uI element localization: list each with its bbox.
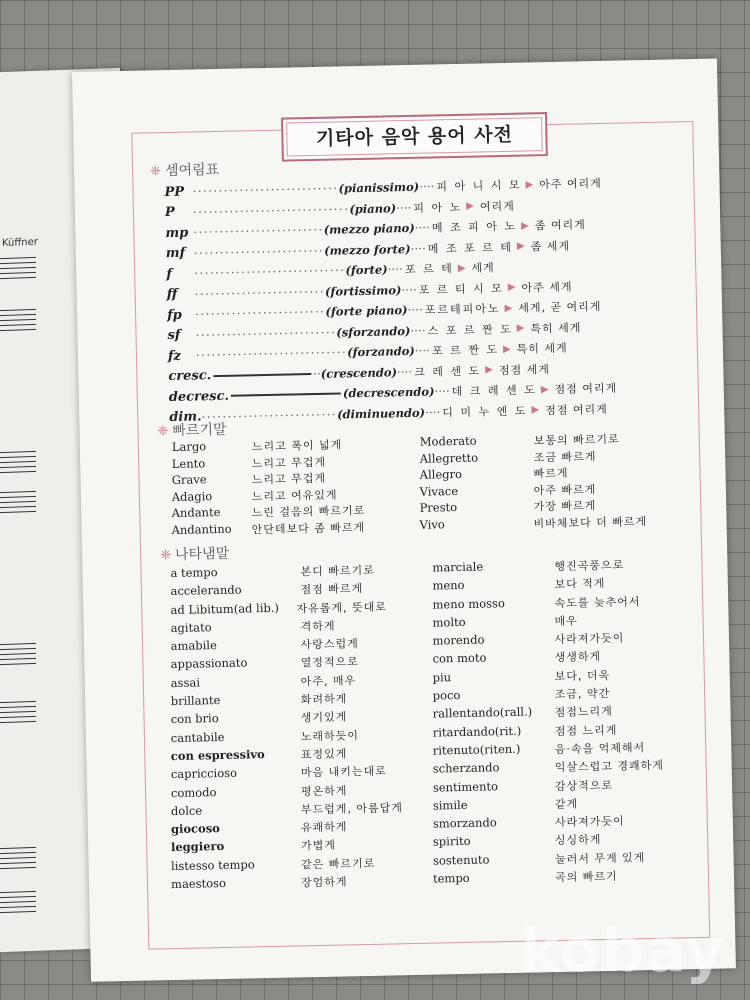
tempo-term: Moderato [419,433,477,449]
expression-term: rallentando(rall.) [432,704,533,721]
dynamics-korean: 스 포 르 짠 도 [427,322,513,338]
dynamics-symbol: mp [165,225,189,241]
expression-meaning: 감상적으로 [554,778,614,793]
expression-term: con brio [170,711,219,727]
expression-term: a tempo [170,565,218,581]
expression-meaning: 보다, 더욱 [554,668,611,683]
tempo-term: Andante [171,504,221,521]
expression-term: dolce [170,803,203,818]
triangle-right-icon: ▶ [516,322,525,334]
dynamics-korean: 포 르 티 시 모 [418,281,504,297]
expression-term: molto [432,614,466,630]
dynamics-term: (decrescendo) [342,384,435,401]
dynamics-term: (crescendo) [320,365,398,381]
tempo-meaning: 느리고 무겁게 [251,455,327,470]
leader-dots: ···· [410,241,426,256]
leader-dots: ··························· [195,325,337,343]
expression-term: leggiero [170,839,225,855]
dynamics-term: (forzando) [347,344,415,360]
dynamics-term: (pianissimo) [338,180,420,196]
dynamics-meaning: 아주 여리게 [539,177,602,192]
dynamics-meaning: 세게 [471,261,495,275]
tempo-term: Adagio [171,488,213,504]
tempo-meaning: 아주 빠르게 [533,482,597,497]
dynamics-term: (mezzo forte) [324,241,411,258]
expression-meaning: 같게 [554,797,579,811]
expression-meaning: 격하게 [300,619,336,634]
expression-meaning: 부드럽게, 아름답게 [300,801,404,817]
dynamics-meaning: 여리게 [479,199,515,214]
dynamics-symbol: fz [167,348,182,364]
tempo-term: Vivace [419,483,459,499]
triangle-right-icon: ▶ [516,240,525,252]
expression-term: ad Libitum(ad lib.) [170,600,280,617]
dynamics-heading-label: 셈여림표 [164,161,220,180]
expression-term: brillante [170,693,221,709]
dynamics-symbol: cresc. [168,368,212,385]
dynamics-symbol: f [166,266,173,282]
expression-term: meno [432,578,465,593]
expression-meaning: 속도를 늦추어서 [554,594,641,610]
leader-dots: ···· [395,200,412,215]
dynamics-symbol: P [164,205,175,221]
page-title: 기타아 음악 용어 사전 [281,112,548,162]
tempo-list [172,429,694,539]
expression-heading [160,543,229,564]
tempo-meaning: 느리고 폭이 넓게 [251,438,343,454]
expression-term: capriccioso [170,765,238,782]
expression-term: sentimento [432,778,499,795]
dynamics-term: (piano) [349,200,397,216]
leader-dots: ······························ [192,201,350,220]
leader-dots: ···· [387,262,404,277]
dynamics-meaning: 좀 세게 [530,239,571,254]
flower-icon: ❈ [149,164,162,180]
tempo-term: Presto [419,500,458,515]
leader-dots: ························· [193,223,324,240]
flower-icon: ❈ [157,424,169,440]
triangle-right-icon: ▶ [466,200,475,213]
tempo-term: Allegro [419,466,463,482]
music-staff [0,891,36,917]
dynamics-korean: 데 크 레 센 도 [451,383,537,399]
triangle-right-icon: ▶ [507,282,516,294]
tempo-meaning: 비바체보다 더 빠르게 [533,514,648,530]
triangle-right-icon: ▶ [504,302,513,314]
music-staff [0,309,36,335]
music-staff [0,701,36,727]
expression-meaning: 장엄하게 [300,875,348,890]
leader-dots: ························· [194,304,326,322]
music-staff [0,847,36,873]
dynamics-korean: 피 아 니 시 모 [436,178,522,194]
dynamics-korean: 포르테피아노 [424,302,501,317]
expression-meaning: 눌러서 무게 있게 [554,850,646,866]
expression-meaning: 사랑스럽게 [300,637,359,652]
tempo-meaning: 조금 빠르게 [533,449,597,464]
expression-term: spirito [432,834,471,850]
expression-term: piu [432,669,452,685]
expression-meaning: 점점 빠르게 [300,582,364,597]
tempo-meaning: 느린 걸음의 빠르기로 [251,503,366,520]
triangle-right-icon: ▶ [485,364,493,376]
expression-meaning: 점점 느리게 [554,723,618,738]
tempo-meaning: 느리고 무겁게 [251,471,327,487]
leader-dots: ···· [407,302,423,318]
expression-term: scherzando [432,760,500,776]
expression-term: comodo [170,784,217,800]
leader-dots: ···· [414,220,431,236]
expression-term: agitato [170,620,212,635]
expression-meaning: 곡의 빠르기 [554,869,618,885]
dynamics-term: (forte) [345,262,388,278]
expression-term: con moto [432,650,487,667]
tempo-heading-label: 빠르기말 [172,421,227,439]
triangle-right-icon: ▶ [525,179,534,191]
dynamics-symbol: dim. [169,409,202,426]
tempo-meaning: 보통의 빠르기로 [533,432,620,448]
dynamics-meaning: 점점 여리게 [554,381,618,397]
dynamics-symbol: decresc. [168,388,230,405]
dynamics-symbol: mf [165,245,186,262]
expression-meaning: 조금, 약간 [554,686,611,702]
watermark: kobay [520,916,726,986]
dynamics-korean: 크 레 센 도 [414,364,482,379]
expression-term: assai [170,675,201,690]
leader-dots: ···· [410,323,426,338]
tempo-term: Allegretto [419,450,479,466]
dynamics-meaning: 특히 세게 [516,341,568,356]
leader-dots: ························· [194,284,326,302]
leader-dots: ·· [313,366,321,381]
expression-meaning: 사라져가듯이 [554,631,625,647]
expression-term: poco [432,688,461,703]
expression-meaning: 생생하게 [554,650,602,665]
dynamics-korean: 포 르 테 [404,262,454,277]
dynamics-symbol: PP [164,184,185,200]
expression-meaning: 보다 적게 [554,577,606,592]
dynamics-list [164,171,689,428]
expression-term: meno mosso [432,595,505,612]
tempo-heading [157,419,226,440]
expression-meaning: 열정적으로 [300,655,359,670]
expression-meaning: 행진곡풍으로 [554,558,625,574]
expression-meaning: 매우 [554,614,578,628]
expression-term: appassionato [170,655,248,672]
expression-meaning: 익살스럽고 경쾌하게 [554,759,665,775]
tempo-meaning: 안단테보다 좀 빠르게 [251,520,366,536]
dynamics-term: (sforzando) [336,323,411,340]
music-staff [0,257,36,283]
dynamics-meaning: 점점 세게 [498,362,551,377]
dynamics-meaning: 특히 세게 [530,321,582,336]
dynamics-meaning: 세게, 곧 여리게 [518,300,602,315]
dynamics-meaning: 좀 여리게 [534,218,586,233]
leader-dots: ···· [401,282,417,297]
leader-dots: ·························· [201,407,338,425]
triangle-right-icon: ▶ [520,220,529,232]
dynamics-term: (forte piano) [325,303,408,319]
expression-term: marciale [432,559,484,575]
expression-term: maestoso [170,876,227,892]
tempo-meaning: 느리고 여유있게 [251,488,338,503]
expression-term: simile [432,797,468,813]
expression-meaning: 점점느리게 [554,705,613,720]
expression-meaning: 생기있게 [300,710,348,725]
tempo-term: Largo [171,439,207,454]
triangle-right-icon: ▶ [457,262,466,274]
expression-term: cantabile [170,729,225,745]
leader-dots: ····························· [194,263,346,281]
dynamics-korean: 포 르 짠 도 [431,343,500,358]
expression-term: tempo [432,870,470,886]
dynamics-symbol: sf [167,328,181,344]
triangle-right-icon: ▶ [502,343,511,355]
dynamics-korean: 디 미 누 엔 도 [442,404,528,420]
expression-meaning: 자유롭게, 뜻대로 [296,600,388,616]
expression-term: accelerando [170,582,242,599]
expression-meaning: 가볍게 [300,839,337,853]
expression-term: amabile [170,638,217,654]
tempo-term: Grave [171,472,207,487]
expression-meaning: 같은 빠르기로 [300,856,376,872]
leader-dots: ························· [193,243,325,261]
dynamics-meaning: 점점 여리게 [544,402,608,417]
leader-dots: ···· [414,343,431,359]
dynamics-korean: 메 조 피 아 노 [431,219,518,235]
expression-meaning: 본디 빠르기로 [300,563,375,579]
expression-term: smorzando [432,815,497,831]
dynamics-symbol: ff [166,287,178,303]
expression-meaning: 싱싱하게 [554,833,602,848]
dynamics-meaning: 아주 세게 [521,280,573,295]
expression-term: listesso tempo [170,857,255,873]
expression-list [170,555,717,896]
expression-meaning: 노래하듯이 [300,728,360,744]
tempo-term: Vivo [419,516,445,532]
music-staff [0,451,36,477]
dynamics-heading [150,159,219,180]
expression-term: ritenuto(riten.) [432,741,521,758]
dynamics-term: (diminuendo) [336,405,426,422]
leader-dots: ···· [418,179,435,195]
leader-dots: ···························· [192,181,339,199]
leader-dots: ····························· [195,345,348,363]
expression-heading-label: 나타냄말 [174,545,230,563]
triangle-right-icon: ▶ [540,383,549,396]
hairpin-line [213,373,311,377]
tempo-meaning: 가장 빠르게 [533,499,597,514]
expression-meaning: 화려하게 [300,692,348,707]
expression-term: con espressivo [170,747,265,764]
dictionary-page [72,58,736,981]
dynamics-korean: 메 조 포 르 테 [427,240,514,256]
expression-meaning: 아주, 매우 [300,673,357,689]
music-staff [0,643,36,669]
tempo-meaning: 빠르게 [533,466,569,481]
expression-meaning: 평온하게 [300,783,348,798]
dynamics-korean: 피 아 노 [413,200,463,215]
tempo-term: Andantino [171,521,232,537]
expression-term: ritardando(rit.) [432,723,522,740]
triangle-right-icon: ▶ [531,404,540,416]
tempo-term: Lento [171,455,206,471]
music-staff [0,491,36,517]
expression-meaning: 음·속을 억제해서 [554,741,646,757]
expression-term: sostenuto [432,852,490,868]
dynamics-symbol: fp [166,307,182,323]
dynamics-term: (fortissimo) [324,282,402,299]
leader-dots: ···· [434,384,450,399]
leader-dots: ···· [424,405,441,420]
flower-icon: ❈ [159,548,172,564]
expression-meaning: 마음 내키는대로 [300,764,387,780]
expression-term: giocoso [170,821,221,837]
dynamics-term: (mezzo piano) [323,221,415,238]
leader-dots: ···· [396,364,413,380]
expression-term: morendo [432,632,485,648]
left-page-author: Küffner [2,236,38,250]
expression-meaning: 표정있게 [300,747,348,762]
expression-meaning: 유쾌하게 [300,820,348,835]
hairpin-line [231,393,341,397]
expression-meaning: 사라져가듯이 [554,814,625,830]
